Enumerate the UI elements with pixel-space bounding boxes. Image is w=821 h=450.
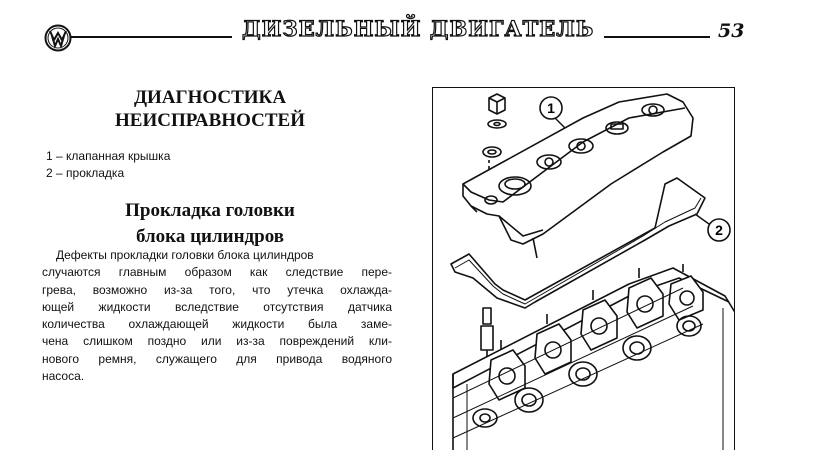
- figure-legend: [46, 148, 170, 182]
- paragraph-line: случаются главным образом как следствие пере-: [42, 265, 392, 280]
- paragraph-line: насоса.: [42, 369, 85, 384]
- paragraph-line: Дефекты прокладки головки блока цилиндров: [56, 248, 314, 262]
- subsection-heading-line: Прокладка головки: [125, 200, 295, 221]
- paragraph-line: количества охлаждающей жидкости была заме-: [42, 317, 392, 332]
- page-number: 53: [714, 20, 748, 42]
- section-heading: [60, 86, 360, 132]
- subsection-heading-line: блока цилиндров: [135, 226, 284, 247]
- legend-item: 1 – клапанная крышка: [46, 149, 171, 163]
- running-title: ДИЗЕЛЬНЫЙ ДВИГАТЕЛЬ: [232, 14, 604, 44]
- body-paragraph: [42, 247, 392, 385]
- paragraph-line: грева, возможно из-за того, что утечка охлажда-: [42, 282, 392, 297]
- callout-2-label: 2: [715, 222, 723, 238]
- paragraph-line: ющей жидкости вследствие отсутствия датчика: [42, 299, 392, 314]
- paragraph-line: чена слишком поздно или из-за повреждений кли-: [42, 334, 392, 349]
- vw-logo-icon: [44, 24, 72, 52]
- paragraph-line: нового ремня, служащего для привода водяного: [42, 351, 392, 366]
- section-heading-line: ДИАГНОСТИКА: [133, 87, 287, 108]
- section-heading-line: НЕИСПРАВНОСТЕЙ: [115, 110, 305, 131]
- engine-illustration: [432, 87, 735, 450]
- legend-item: 2 – прокладка: [46, 166, 125, 180]
- callout-1-label: 1: [547, 100, 555, 116]
- subsection-heading: [60, 198, 360, 250]
